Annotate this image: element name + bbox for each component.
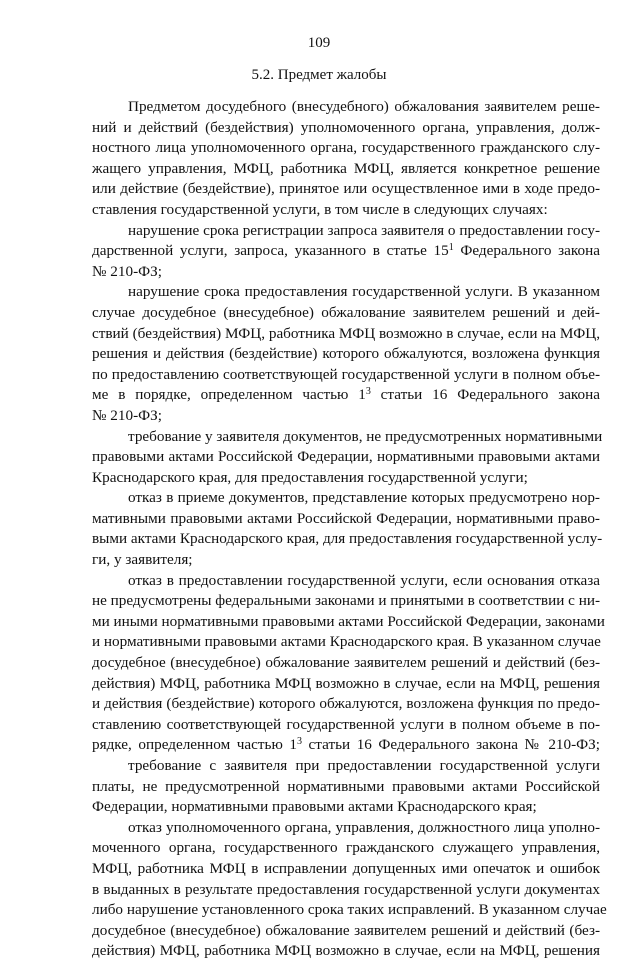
line-text: ми иными нормативными правовыми актами Российской Федерации, законами	[92, 612, 605, 630]
line-text: решения и действия (бездействие) которого обжалуются, возложена функция	[92, 345, 600, 363]
text-line	[92, 921, 600, 942]
line-text: случае досудебное (внесудебное) обжалование заявителем решений и дей-	[92, 303, 600, 321]
line-text: ставления государственной услуги, в том числе в следующих случаях:	[92, 200, 548, 218]
text-line	[92, 365, 600, 386]
line-text: дарственной услуги, запроса, указанного в статье 15	[92, 242, 449, 260]
text-line	[92, 653, 600, 674]
line-text: мативными правовыми актами Российской Федерации, нормативными право-	[92, 509, 600, 527]
text-line	[92, 838, 600, 859]
line-text: правовыми актами Российской Федерации, нормативными правовыми актами	[92, 448, 600, 466]
page-number: 109	[307, 35, 331, 51]
line-text-continued: Федерального закона	[453, 242, 600, 260]
line-text: отказ в предоставлении государственной услуги, если основания отказа	[128, 571, 600, 589]
line-text: требование у заявителя документов, не предусмотренных нормативными	[128, 427, 603, 445]
text-line	[92, 529, 603, 550]
text-line	[92, 447, 600, 468]
text-line	[92, 632, 600, 653]
document-body	[92, 97, 607, 962]
text-line	[92, 324, 600, 345]
text-line	[92, 509, 600, 530]
line-text: моченного органа, государственного гражданского служащего управления,	[92, 839, 600, 857]
line-text: ме в порядке, определенном частью 1	[92, 386, 366, 404]
text-line	[92, 488, 600, 509]
line-text: по предоставлению соответствующей государственной услуги в полном объе-	[92, 365, 600, 383]
text-line	[92, 591, 600, 612]
text-line	[92, 900, 607, 921]
line-text: Предметом досудебного (внесудебного) обжалования заявителем реше-	[128, 98, 600, 115]
line-text: досудебное (внесудебное) обжалование заявителем решений и действий (без-	[92, 921, 600, 939]
text-line	[92, 221, 600, 242]
text-line	[92, 777, 600, 798]
line-text: отказ в приеме документов, представление которых предусмотрено нор-	[128, 489, 600, 507]
text-line	[92, 303, 600, 324]
line-text: или действие (бездействие), принятое или осуществленное ими в ходе предо-	[92, 180, 600, 198]
text-line	[92, 735, 600, 756]
line-text: нарушение срока регистрации запроса заявителя о предоставлении госу-	[128, 221, 601, 239]
line-text: № 210-ФЗ;	[92, 406, 162, 424]
line-text: в выданных в результате предоставления государственной услуги документах	[92, 880, 600, 898]
superscript: 3	[296, 736, 302, 748]
text-line	[92, 427, 603, 448]
line-text: нарушение срока предоставления государственной услуги. В указанном	[128, 283, 600, 301]
line-text: ставлению соответствующей государственной услуги в полном объеме в по-	[92, 715, 600, 733]
line-text: не предусмотрены федеральными законами и принятыми в соответствии с ни-	[92, 592, 601, 610]
section-title: 5.2. Предмет жалобы	[251, 67, 387, 83]
line-text: и действия (бездействие) которого обжалуются, возложена функция по предо-	[92, 695, 600, 713]
text-line	[92, 118, 600, 139]
text-line	[92, 344, 600, 365]
text-line	[92, 715, 600, 736]
line-text: либо нарушение установленного срока таких исправлений. В указанном случае	[92, 901, 607, 919]
text-line	[92, 674, 600, 695]
text-line	[92, 282, 600, 303]
text-line	[92, 159, 600, 180]
line-text: ний и действий (бездействия) уполномоченного органа, управления, долж-	[92, 118, 600, 136]
text-line	[92, 97, 600, 118]
line-text: действия) МФЦ, работника МФЦ возможно в случае, если на МФЦ, решения	[92, 674, 600, 692]
text-line	[92, 756, 600, 777]
line-text: и нормативными правовыми актами Краснодарского края. В указанном случае	[92, 633, 601, 651]
text-line	[92, 262, 600, 283]
text-line	[92, 241, 600, 262]
line-text-continued: статьи 16 Федерального закона № 210-ФЗ;	[301, 736, 600, 754]
line-text: ностного лица уполномоченного органа, государственного гражданского слу-	[92, 139, 600, 157]
line-text: ствий (бездействия) МФЦ, работника МФЦ возможно в случае, если на МФЦ,	[92, 324, 600, 342]
text-line	[92, 571, 600, 592]
text-line	[92, 694, 600, 715]
text-line	[92, 941, 600, 962]
line-text: досудебное (внесудебное) обжалование заявителем решений и действий (без-	[92, 654, 600, 672]
line-text-continued: статьи 16 Федерального закона	[370, 386, 601, 404]
line-text: требование с заявителя при предоставлении государственной услуги	[128, 757, 600, 774]
text-line	[92, 200, 600, 221]
text-line	[92, 550, 600, 571]
line-text: жащего управления, МФЦ, работника МФЦ, является конкретное решение	[92, 159, 600, 177]
text-line	[92, 797, 600, 818]
line-text: ги, у заявителя;	[92, 551, 193, 569]
text-line	[92, 859, 600, 880]
line-text: отказ уполномоченного органа, управления, должностного лица уполно-	[128, 818, 600, 836]
text-line	[92, 880, 600, 901]
text-line	[92, 385, 600, 406]
superscript: 3	[365, 386, 371, 398]
line-text: МФЦ, работника МФЦ в исправлении допущенных ими опечаток и ошибок	[92, 859, 600, 877]
line-text: рядке, определенном частью 1	[92, 736, 297, 754]
text-line	[92, 179, 600, 200]
line-text: Федерации, нормативными правовыми актами Краснодарского края;	[92, 798, 537, 816]
line-text: действия) МФЦ, работника МФЦ возможно в случае, если на МФЦ, решения	[92, 942, 600, 960]
line-text: Краснодарского края, для предоставления государственной услуги;	[92, 468, 528, 486]
text-line	[92, 138, 600, 159]
line-text: выми актами Краснодарского края, для предоставления государственной услу-	[92, 530, 603, 548]
superscript: 1	[448, 242, 454, 254]
text-line	[92, 468, 600, 489]
text-line	[92, 612, 605, 633]
text-line	[92, 406, 600, 427]
line-text: № 210-ФЗ;	[92, 262, 162, 280]
line-text: платы, не предусмотренной нормативными правовыми актами Российской	[92, 777, 600, 795]
text-line	[92, 818, 600, 839]
